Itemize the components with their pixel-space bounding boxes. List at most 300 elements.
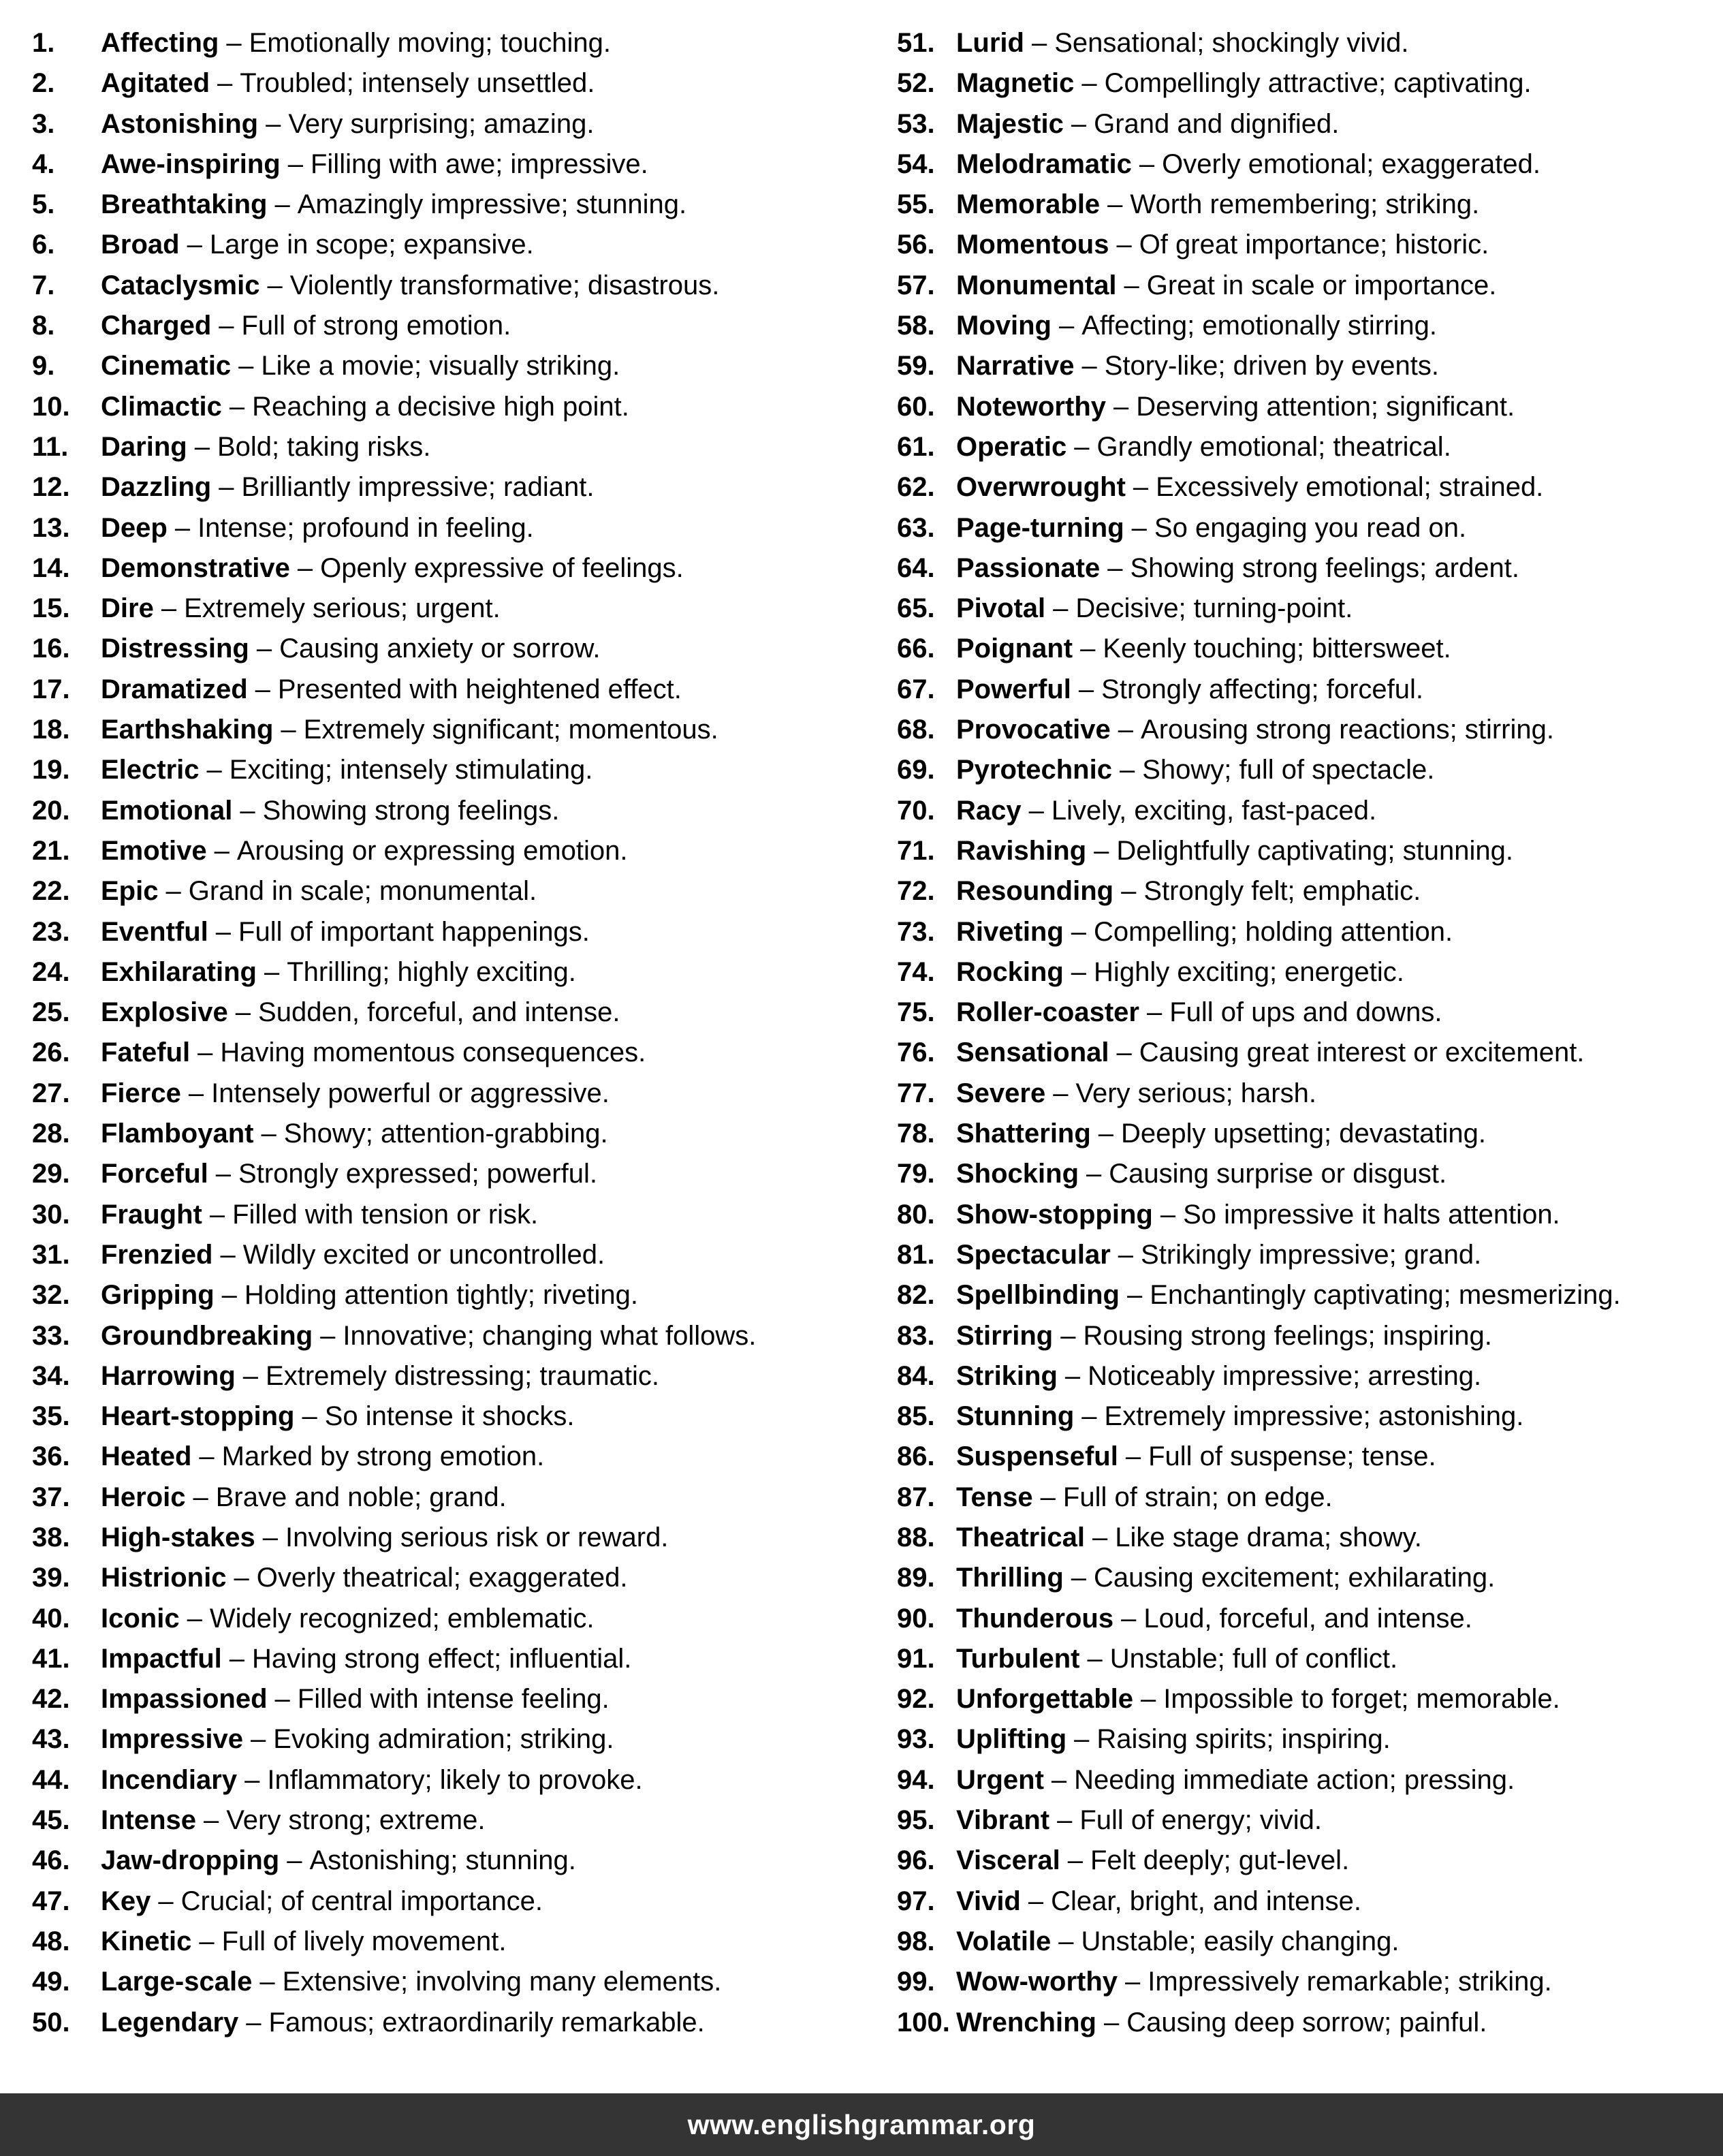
item-definition: Causing great interest or excitement.	[1139, 1037, 1585, 1068]
item-separator: –	[1086, 1159, 1102, 1189]
item-definition: Presented with heightened effect.	[277, 674, 682, 704]
item-number: 17.	[32, 674, 70, 704]
item-term: Pivotal	[956, 593, 1046, 624]
item-separator: –	[1074, 431, 1090, 462]
item-separator: –	[246, 2007, 262, 2037]
item-separator: –	[238, 351, 254, 381]
item-term: Gripping	[101, 1280, 215, 1311]
item-term: Melodramatic	[956, 149, 1132, 179]
item-number: 51.	[897, 28, 935, 58]
list-item	[32, 1841, 866, 1881]
item-definition: Grandly emotional; theatrical.	[1096, 431, 1451, 462]
item-term: Jaw-dropping	[101, 1845, 280, 1876]
item-number: 78.	[897, 1119, 935, 1149]
item-term: Page-turning	[956, 512, 1124, 543]
item-term: Roller-coaster	[956, 997, 1139, 1028]
item-number: 76.	[897, 1037, 935, 1068]
item-term: Emotive	[101, 835, 207, 866]
item-term: Fraught	[101, 1199, 202, 1230]
item-term: Thunderous	[956, 1603, 1114, 1634]
item-separator: –	[261, 1119, 276, 1149]
list-item	[32, 1154, 866, 1194]
item-definition: Arousing or expressing emotion.	[236, 835, 628, 866]
item-definition: Extremely impressive; astonishing.	[1104, 1401, 1524, 1432]
item-term: Fateful	[101, 1037, 191, 1068]
list-item	[897, 266, 1718, 306]
item-separator: –	[266, 108, 281, 139]
item-definition: Involving serious risk or reward.	[285, 1522, 669, 1552]
item-term: Show-stopping	[956, 1199, 1153, 1230]
item-separator: –	[187, 1603, 202, 1634]
item-number: 18.	[32, 715, 70, 745]
item-number: 22.	[32, 876, 70, 907]
item-number: 21.	[32, 835, 70, 866]
item-term: Majestic	[956, 108, 1064, 139]
list-item	[32, 2003, 866, 2043]
item-definition: Noticeably impressive; arresting.	[1088, 1360, 1482, 1391]
item-definition: Very strong; extreme.	[226, 1805, 486, 1836]
item-definition: Wildly excited or uncontrolled.	[242, 1239, 605, 1270]
item-separator: –	[297, 552, 313, 583]
item-term: Daring	[101, 431, 187, 462]
item-term: Climactic	[101, 391, 222, 422]
list-item	[897, 1437, 1718, 1477]
item-separator: –	[209, 1199, 225, 1230]
item-number: 26.	[32, 1037, 70, 1068]
list-item	[32, 1074, 866, 1114]
item-separator: –	[1107, 552, 1123, 583]
list-item	[897, 1558, 1718, 1598]
item-separator: –	[251, 1724, 266, 1755]
item-number: 8.	[32, 311, 55, 341]
item-number: 3.	[32, 108, 55, 139]
item-definition: Evoking admiration; striking.	[273, 1724, 614, 1755]
item-number: 68.	[897, 715, 935, 745]
item-term: Kinetic	[101, 1926, 192, 1956]
item-number: 93.	[897, 1724, 935, 1755]
item-number: 83.	[897, 1320, 935, 1351]
list-item	[32, 63, 866, 104]
item-number: 35.	[32, 1401, 70, 1432]
item-definition: Enchantingly captivating; mesmerizing.	[1150, 1280, 1621, 1311]
item-term: Striking	[956, 1360, 1058, 1391]
item-definition: Keenly touching; bittersweet.	[1103, 634, 1451, 664]
item-separator: –	[1074, 1724, 1090, 1755]
item-term: Ravishing	[956, 835, 1087, 866]
item-term: Affecting	[101, 28, 219, 58]
item-term: Emotional	[101, 795, 233, 826]
item-definition: Causing deep sorrow; painful.	[1126, 2007, 1487, 2037]
item-term: Incendiary	[101, 1764, 238, 1795]
item-term: Rocking	[956, 956, 1064, 987]
item-definition: Strongly expressed; powerful.	[238, 1159, 597, 1189]
item-definition: Innovative; changing what follows.	[343, 1320, 757, 1351]
item-number: 6.	[32, 230, 55, 260]
item-number: 43.	[32, 1724, 70, 1755]
item-term: Demonstrative	[101, 552, 290, 583]
item-definition: Extensive; involving many elements.	[282, 1967, 722, 1997]
item-definition: Worth remembering; striking.	[1130, 189, 1480, 220]
item-separator: –	[219, 311, 234, 341]
item-number: 84.	[897, 1360, 935, 1391]
item-definition: Marked by strong emotion.	[221, 1441, 545, 1472]
item-number: 7.	[32, 270, 55, 300]
item-separator: –	[287, 149, 303, 179]
item-term: Breathtaking	[101, 189, 268, 220]
item-term: Sensational	[956, 1037, 1109, 1068]
item-number: 67.	[897, 674, 935, 704]
item-definition: Thrilling; highly exciting.	[287, 956, 576, 987]
item-number: 95.	[897, 1805, 935, 1836]
item-term: Riveting	[956, 916, 1064, 947]
item-separator: –	[256, 634, 272, 664]
item-number: 40.	[32, 1603, 70, 1634]
list-item	[897, 2003, 1718, 2043]
item-definition: Causing surprise or disgust.	[1109, 1159, 1447, 1189]
item-separator: –	[1118, 715, 1134, 745]
item-definition: Famous; extraordinarily remarkable.	[268, 2007, 705, 2037]
item-term: Astonishing	[101, 108, 259, 139]
list-item	[32, 589, 866, 629]
item-separator: –	[242, 1360, 259, 1391]
item-number: 96.	[897, 1845, 935, 1876]
item-number: 77.	[897, 1078, 935, 1108]
item-term: Epic	[101, 876, 159, 907]
item-number: 4.	[32, 149, 55, 179]
item-term: Powerful	[956, 674, 1071, 704]
item-number: 1.	[32, 28, 55, 58]
list-item	[32, 306, 866, 346]
list-item	[897, 508, 1718, 548]
item-separator: –	[302, 1401, 317, 1432]
item-number: 14.	[32, 552, 70, 583]
item-term: Earthshaking	[101, 715, 274, 745]
word-list-column-left	[32, 23, 866, 2043]
item-definition: Deeply upsetting; devastating.	[1121, 1119, 1486, 1149]
item-separator: –	[219, 472, 234, 503]
item-number: 30.	[32, 1199, 70, 1230]
item-separator: –	[1078, 674, 1094, 704]
item-separator: –	[229, 391, 245, 422]
item-separator: –	[1121, 876, 1137, 907]
item-separator: –	[226, 28, 242, 58]
item-definition: Lively, exciting, fast-paced.	[1051, 795, 1377, 826]
item-separator: –	[287, 1845, 302, 1876]
item-term: Severe	[956, 1078, 1046, 1108]
list-item	[897, 306, 1718, 346]
item-definition: Rousing strong feelings; inspiring.	[1083, 1320, 1492, 1351]
item-term: Exhilarating	[101, 956, 257, 987]
item-definition: Bold; taking risks.	[217, 431, 431, 462]
list-item	[32, 508, 866, 548]
item-separator: –	[281, 715, 296, 745]
item-separator: –	[158, 1886, 174, 1916]
item-definition: Intense; profound in feeling.	[197, 512, 534, 543]
item-separator: –	[262, 1522, 278, 1552]
item-separator: –	[1094, 835, 1109, 866]
item-definition: Full of lively movement.	[221, 1926, 507, 1956]
item-number: 34.	[32, 1360, 70, 1391]
item-definition: Compellingly attractive; captivating.	[1104, 68, 1532, 99]
item-term: Spellbinding	[956, 1280, 1120, 1311]
list-item	[32, 1962, 866, 2002]
item-definition: Very serious; harsh.	[1075, 1078, 1316, 1108]
item-separator: –	[274, 189, 290, 220]
item-separator: –	[1116, 230, 1132, 260]
item-definition: Showing strong feelings.	[262, 795, 560, 826]
item-definition: Amazingly impressive; stunning.	[297, 189, 687, 220]
list-item	[897, 1235, 1718, 1275]
item-separator: –	[1060, 1320, 1076, 1351]
item-separator: –	[1119, 755, 1135, 785]
list-item	[897, 871, 1718, 911]
footer-bar	[0, 2093, 1723, 2156]
item-definition: Extremely serious; urgent.	[184, 593, 501, 624]
item-term: Agitated	[101, 68, 210, 99]
list-item	[32, 1922, 866, 1962]
item-definition: Highly exciting; energetic.	[1094, 956, 1404, 987]
item-definition: Story-like; driven by events.	[1104, 351, 1439, 381]
item-definition: Showy; attention-grabbing.	[283, 1119, 608, 1149]
item-definition: Large in scope; expansive.	[209, 230, 534, 260]
item-term: Turbulent	[956, 1643, 1080, 1674]
item-definition: Extremely significant; momentous.	[303, 715, 718, 745]
item-term: Resounding	[956, 876, 1114, 907]
item-number: 63.	[897, 512, 935, 543]
item-number: 94.	[897, 1764, 935, 1795]
word-list-column-right	[897, 23, 1718, 2043]
item-term: Impressive	[101, 1724, 244, 1755]
list-item	[897, 1719, 1718, 1760]
list-item	[32, 1275, 866, 1315]
item-definition: Unstable; easily changing.	[1081, 1926, 1400, 1956]
item-number: 74.	[897, 956, 935, 987]
item-number: 50.	[32, 2007, 70, 2037]
item-number: 59.	[897, 351, 935, 381]
item-number: 90.	[897, 1603, 935, 1634]
item-separator: –	[204, 1805, 219, 1836]
item-definition: Full of suspense; tense.	[1148, 1441, 1436, 1472]
item-number: 81.	[897, 1239, 935, 1270]
item-definition: Affecting; emotionally stirring.	[1081, 311, 1437, 341]
item-separator: –	[214, 835, 230, 866]
item-term: Charged	[101, 311, 212, 341]
list-item	[32, 225, 866, 265]
list-item	[897, 427, 1718, 467]
item-separator: –	[197, 1037, 213, 1068]
item-separator: –	[240, 795, 255, 826]
item-number: 42.	[32, 1684, 70, 1715]
item-separator: –	[235, 997, 251, 1028]
item-separator: –	[244, 1764, 260, 1795]
item-number: 52.	[897, 68, 935, 99]
list-item	[32, 346, 866, 386]
item-number: 15.	[32, 593, 70, 624]
item-separator: –	[1080, 634, 1096, 664]
item-term: Stirring	[956, 1320, 1054, 1351]
item-number: 41.	[32, 1643, 70, 1674]
item-definition: Troubled; intensely unsettled.	[240, 68, 595, 99]
item-term: Overwrought	[956, 472, 1126, 503]
item-definition: Strikingly impressive; grand.	[1141, 1239, 1482, 1270]
item-number: 60.	[897, 391, 935, 422]
item-term: Operatic	[956, 431, 1067, 462]
item-definition: Overly theatrical; exaggerated.	[256, 1563, 628, 1593]
item-number: 45.	[32, 1805, 70, 1836]
item-separator: –	[1028, 795, 1044, 826]
item-definition: Like stage drama; showy.	[1115, 1522, 1422, 1552]
list-item	[32, 1760, 866, 1800]
list-item	[32, 387, 866, 427]
item-definition: Full of ups and downs.	[1169, 997, 1442, 1028]
item-definition: Reaching a decisive high point.	[252, 391, 629, 422]
list-item	[32, 710, 866, 750]
item-definition: Full of important happenings.	[238, 916, 590, 947]
list-item	[897, 144, 1718, 185]
item-definition: Full of strain; on edge.	[1062, 1482, 1333, 1512]
item-term: Dazzling	[101, 472, 212, 503]
item-number: 92.	[897, 1684, 935, 1715]
item-term: Cinematic	[101, 351, 232, 381]
list-item	[32, 952, 866, 993]
item-definition: Having momentous consequences.	[220, 1037, 646, 1068]
item-definition: Violently transformative; disastrous.	[289, 270, 720, 300]
item-number: 99.	[897, 1967, 935, 1997]
item-definition: Having strong effect; influential.	[252, 1643, 632, 1674]
item-separator: –	[1116, 1037, 1132, 1068]
list-item	[32, 1518, 866, 1558]
list-item	[897, 1275, 1718, 1315]
item-definition: Overly emotional; exaggerated.	[1162, 149, 1540, 179]
item-separator: –	[1113, 391, 1129, 422]
list-item	[32, 1195, 866, 1235]
item-separator: –	[267, 270, 283, 300]
item-number: 13.	[32, 512, 70, 543]
item-number: 5.	[32, 189, 55, 220]
item-term: Moving	[956, 311, 1052, 341]
item-term: Dire	[101, 593, 154, 624]
item-separator: –	[255, 674, 270, 704]
item-term: Iconic	[101, 1603, 180, 1634]
item-separator: –	[1067, 1845, 1083, 1876]
item-number: 25.	[32, 997, 70, 1028]
item-separator: –	[1071, 1563, 1087, 1593]
item-separator: –	[1092, 1522, 1108, 1552]
list-item	[32, 185, 866, 225]
item-definition: Inflammatory; likely to provoke.	[267, 1764, 643, 1795]
item-number: 29.	[32, 1159, 70, 1189]
item-term: Impactful	[101, 1643, 222, 1674]
list-item	[32, 629, 866, 669]
list-item	[32, 1800, 866, 1841]
list-item	[32, 1356, 866, 1396]
item-number: 28.	[32, 1119, 70, 1149]
list-item	[32, 1881, 866, 1922]
list-item	[897, 1800, 1718, 1841]
item-number: 19.	[32, 755, 70, 785]
list-item	[32, 1719, 866, 1760]
list-item	[897, 23, 1718, 63]
list-item	[32, 791, 866, 831]
item-separator: –	[1051, 1764, 1067, 1795]
item-separator: –	[174, 512, 191, 543]
item-definition: Strongly felt; emphatic.	[1143, 876, 1421, 907]
list-item	[897, 993, 1718, 1033]
item-separator: –	[1118, 1239, 1134, 1270]
item-number: 79.	[897, 1159, 935, 1189]
item-number: 86.	[897, 1441, 935, 1472]
item-number: 49.	[32, 1967, 70, 1997]
item-definition: Unstable; full of conflict.	[1109, 1643, 1398, 1674]
item-definition: Deserving attention; significant.	[1136, 391, 1515, 422]
item-separator: –	[1058, 1926, 1074, 1956]
item-separator: –	[1146, 997, 1163, 1028]
list-item	[32, 548, 866, 589]
item-number: 9.	[32, 351, 55, 381]
list-item	[897, 1599, 1718, 1639]
item-definition: Filling with awe; impressive.	[310, 149, 648, 179]
item-term: Histrionic	[101, 1563, 227, 1593]
item-term: Cataclysmic	[101, 270, 260, 300]
item-number: 44.	[32, 1764, 70, 1795]
list-item	[897, 104, 1718, 144]
list-item	[32, 1396, 866, 1437]
item-term: Poignant	[956, 634, 1073, 664]
item-number: 88.	[897, 1522, 935, 1552]
list-item	[897, 467, 1718, 507]
item-separator: –	[1057, 1805, 1073, 1836]
item-separator: –	[229, 1643, 245, 1674]
item-separator: –	[1133, 472, 1149, 503]
list-item	[897, 831, 1718, 871]
item-term: Large-scale	[101, 1967, 253, 1997]
item-separator: –	[1139, 149, 1155, 179]
item-definition: Decisive; turning-point.	[1075, 593, 1353, 624]
website-link[interactable]: www.englishgrammar.org	[687, 2108, 1036, 2140]
item-term: Narrative	[956, 351, 1075, 381]
item-number: 33.	[32, 1320, 70, 1351]
item-separator: –	[199, 1926, 215, 1956]
item-term: Deep	[101, 512, 168, 543]
item-number: 24.	[32, 956, 70, 987]
item-separator: –	[264, 956, 280, 987]
item-definition: Needing immediate action; pressing.	[1074, 1764, 1515, 1795]
item-definition: Very surprising; amazing.	[288, 108, 595, 139]
item-definition: Brilliantly impressive; radiant.	[241, 472, 595, 503]
item-definition: Filled with tension or risk.	[232, 1199, 539, 1230]
item-number: 85.	[897, 1401, 935, 1432]
item-definition: Holding attention tightly; riveting.	[244, 1280, 638, 1311]
item-number: 75.	[897, 997, 935, 1028]
item-separator: –	[1087, 1643, 1103, 1674]
item-number: 53.	[897, 108, 935, 139]
item-number: 65.	[897, 593, 935, 624]
item-definition: Showy; full of spectacle.	[1142, 755, 1435, 785]
list-item	[897, 1154, 1718, 1194]
item-separator: –	[1141, 1684, 1156, 1715]
list-item	[897, 1478, 1718, 1518]
list-item	[32, 993, 866, 1033]
item-separator: –	[1107, 189, 1123, 220]
item-separator: –	[1040, 1482, 1056, 1512]
list-item	[897, 185, 1718, 225]
item-term: Thrilling	[956, 1563, 1064, 1593]
item-term: Eventful	[101, 916, 208, 947]
item-term: Vivid	[956, 1886, 1021, 1916]
item-term: Memorable	[956, 189, 1101, 220]
list-item	[32, 1114, 866, 1154]
item-term: Vibrant	[956, 1805, 1050, 1836]
